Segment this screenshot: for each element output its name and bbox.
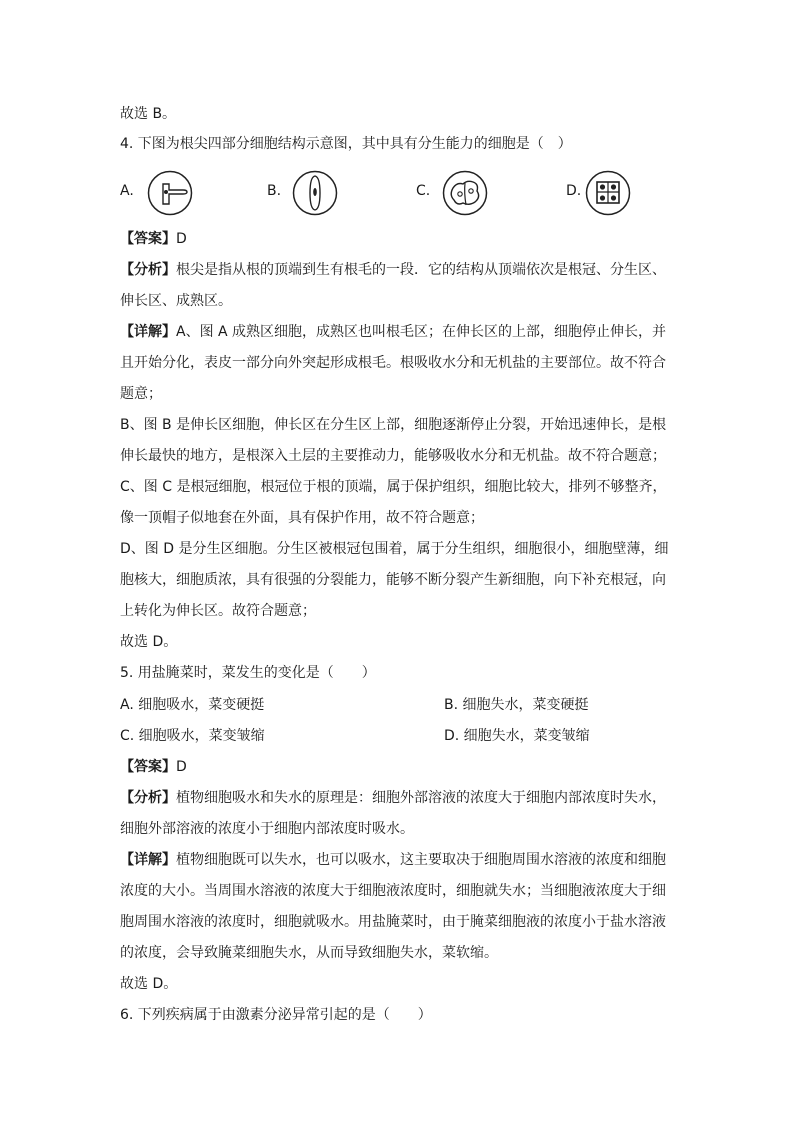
detail-tag: 【详解】 bbox=[120, 852, 176, 868]
answer-tag: 【答案】 bbox=[120, 231, 176, 247]
prev-conclusion: 故选 B。 bbox=[120, 106, 177, 122]
q4-detail bbox=[120, 322, 666, 342]
q5-option-d: D. 细胞失水，菜变皱缩 bbox=[444, 728, 590, 744]
q4-analysis-line2: 伸长区、成熟区。 bbox=[120, 293, 232, 309]
q5-option-b: B. 细胞失水，菜变硬挺 bbox=[444, 697, 589, 713]
q4-option-c-label: C. bbox=[416, 183, 431, 199]
q5-detail-line3: 胞周围水溶液的浓度时，细胞就吸水。用盐腌菜时，由于腌菜细胞液的浓度小于盐水溶液 bbox=[120, 914, 666, 930]
q4-answer bbox=[120, 229, 187, 249]
q4-option-a-label: A. bbox=[120, 183, 134, 199]
q4-detail-line4: B、图 B 是伸长区细胞，伸长区在分生区上部，细胞逐渐停止分裂，开始迅速伸长，是根 bbox=[120, 417, 667, 433]
q5-detail-line1: 植物细胞既可以失水，也可以吸水，这主要取决于细胞周围水溶液的浓度和细胞 bbox=[176, 852, 666, 868]
q5-analysis-line1: 植物细胞吸水和失水的原理是：细胞外部溶液的浓度大于细胞内部浓度时失水， bbox=[176, 790, 666, 806]
q5-option-a: A. 细胞吸水，菜变硬挺 bbox=[120, 697, 265, 713]
q4-detail-line8: D、图 D 是分生区细胞。分生区被根冠包围着，属于分生组织，细胞很小，细胞壁薄，细 bbox=[120, 541, 669, 557]
q4-analysis bbox=[120, 260, 666, 280]
q4-analysis-line1: 根尖是指从根的顶端到生有根毛的一段．它的结构从顶端依次是根冠、分生区、 bbox=[176, 262, 666, 278]
q4-detail-line7: 像一顶帽子似地套在外面，具有保护作用，故不符合题意； bbox=[120, 510, 484, 526]
q4-stem: 4. 下图为根尖四部分细胞结构示意图，其中具有分生能力的细胞是（ ） bbox=[120, 136, 572, 152]
q4-detail-line6: C、图 C 是根冠细胞，根冠位于根的顶端，属于保护组织，细胞比较大，排列不够整齐， bbox=[120, 479, 667, 495]
answer-tag: 【答案】 bbox=[120, 759, 176, 775]
q5-answer bbox=[120, 757, 187, 777]
q5-detail-line2: 浓度的大小。当周围水溶液的浓度大于细胞液浓度时，细胞就失水；当细胞液浓度大于细 bbox=[120, 883, 666, 899]
q5-detail-line4: 的浓度，会导致腌菜细胞失水，从而导致细胞失水，菜软缩。 bbox=[120, 945, 498, 961]
detail-tag: 【详解】 bbox=[120, 324, 176, 340]
q4-detail-line10: 上转化为伸长区。故符合题意； bbox=[120, 603, 316, 619]
q4-figure-b-elongation-zone-cell bbox=[292, 170, 338, 216]
q5-analysis bbox=[120, 788, 666, 808]
q4-detail-line2: 且开始分化，表皮一部分向外突起形成根毛。根吸收水分和无机盐的主要部位。故不符合 bbox=[120, 355, 666, 371]
q4-figure-d-meristematic-zone-cell bbox=[585, 170, 631, 216]
q5-stem: 5. 用盐腌菜时，菜发生的变化是（ ） bbox=[120, 665, 376, 681]
q4-option-d-label: D. bbox=[566, 183, 582, 199]
q4-figure-c-root-cap-cell bbox=[442, 170, 488, 216]
q4-figure-a-mature-zone-cell bbox=[147, 170, 193, 216]
q5-analysis-line2: 细胞外部溶液的浓度小于细胞内部浓度时吸水。 bbox=[120, 821, 414, 837]
q4-option-b-label: B. bbox=[267, 183, 282, 199]
q4-answer-value: D bbox=[176, 231, 187, 247]
q6-stem: 6. 下列疾病属于由激素分泌异常引起的是（ ） bbox=[120, 1007, 432, 1023]
q4-detail-line1: A、图 A 成熟区细胞，成熟区也叫根毛区；在伸长区的上部，细胞停止伸长，并 bbox=[176, 324, 667, 340]
q5-conclusion: 故选 D。 bbox=[120, 976, 178, 992]
q4-conclusion: 故选 D。 bbox=[120, 634, 178, 650]
q4-detail-line3: 题意； bbox=[120, 386, 162, 402]
q5-answer-value: D bbox=[176, 759, 187, 775]
q4-detail-line9: 胞核大，细胞质浓，具有很强的分裂能力，能够不断分裂产生新细胞，向下补充根冠，向 bbox=[120, 572, 666, 588]
q5-option-c: C. 细胞吸水，菜变皱缩 bbox=[120, 728, 265, 744]
analysis-tag: 【分析】 bbox=[120, 262, 176, 278]
q4-detail-line5: 伸长最快的地方，是根深入土层的主要推动力，能够吸收水分和无机盐。故不符合题意； bbox=[120, 448, 666, 464]
q5-detail bbox=[120, 850, 666, 870]
analysis-tag: 【分析】 bbox=[120, 790, 176, 806]
